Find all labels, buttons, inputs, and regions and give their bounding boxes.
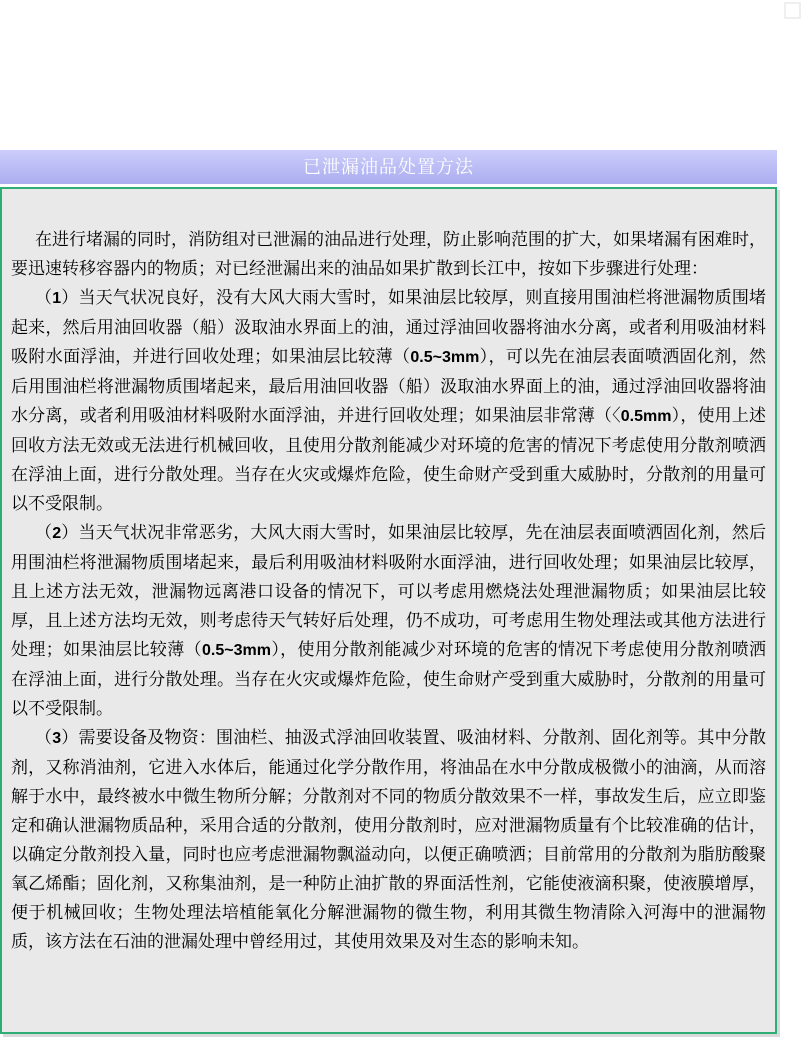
- bold-text-segment: 3: [52, 730, 62, 747]
- bold-text-segment: 1: [52, 290, 62, 307]
- document-panel: [0, 187, 777, 1034]
- bold-text-segment: 0.5~3mm: [202, 642, 271, 659]
- text-segment: ）需要设备及物资：围油栏、抽汲式浮油回收装置、吸油材料、分散剂、固化剂等。其中分散剂，又称消油剂，它进入水体后，能通过化学分散作用，将油品在水中分散成极微小的油滴，从而溶解于水中，最终被水中微生物所分解；分散剂对不同的物质分散效果不一样，事故发生后，应立即鉴定和确认泄漏物质品种，采用合适的分散剂，使用分散剂时，应对泄漏物质量有个比较准确的估计，以确定分散剂投入量，同时也应考虑泄漏物飘溢动向，以便正确喷洒；目前常用的分散剂为脂肪酸聚氧乙烯酯；固化剂，又称集油剂，是一种防止油扩散的界面活性剂，它能使液滴积聚，使液膜增厚，便于机械回收；生物处理法培植能氧化分解泄漏物的微生物，利用其微生物清除入河海中的泄漏物质，该方法在石油的泄漏处理中曾经用过，其使用效果及对生态的影响未知。: [11, 728, 767, 951]
- bold-text-segment: 0.5mm: [620, 408, 672, 425]
- text-segment: ），使用上述回收方法无效或无法进行机械回收，且使用分散剂能减少对环境的危害的情况下考虑使用分散剂喷洒在浮油上面，进行分散处理。当存在火灾或爆炸危险，使生命财产受到重大威胁时，分散剂的用量可以不受限制。: [11, 406, 767, 513]
- text-segment: （: [35, 523, 53, 542]
- paragraph: [11, 723, 766, 956]
- paragraph: [11, 283, 766, 518]
- text-segment: ），可以先在油层表面喷洒固化剂，然后用围油栏将泄漏物质围堵起来，最后用油回收器（船）汲取油水界面上的油，通过浮油回收器将油水分离，或者利用吸油材料吸附水面浮油，并进行回收处理；如果油层非常薄（〈: [11, 347, 767, 425]
- text-segment: ）当天气状况良好，没有大风大雨大雪时，如果油层比较厚，则直接用围油栏将泄漏物质围堵起来，然后用油回收器（船）汲取油水界面上的油，通过浮油回收器将油水分离，或者利用吸油材料吸附水面浮油，并进行回收处理；如果油层比较薄（: [11, 288, 767, 366]
- article-body: [11, 225, 766, 956]
- text-segment: 在进行堵漏的同时，消防组对已泄漏的油品进行处理，防止影响范围的扩大，如果堵漏有困难时，要迅速转移容器内的物质；对已经泄漏出来的油品如果扩散到长江中，按如下步骤进行处理：: [11, 230, 766, 278]
- text-segment: （: [35, 728, 53, 747]
- paragraph: [11, 225, 766, 283]
- paragraph: [11, 518, 766, 723]
- placeholder-square-icon: [784, 2, 801, 19]
- page-title: 已泄漏油品处置方法: [303, 157, 474, 177]
- document: [0, 150, 777, 1034]
- bold-text-segment: 0.5~3mm: [410, 349, 480, 366]
- text-segment: ）当天气状况非常恶劣，大风大雨大雪时，如果油层比较厚，先在油层表面喷洒固化剂，然后用围油栏将泄漏物质围堵起来，最后利用吸油材料吸附水面浮油，进行回收处理；如果油层比较厚，且上述方法无效，泄漏物远离港口设备的情况下，可以考虑用燃烧法处理泄漏物质；如果油层比较厚，且上述方法均无效，则考虑待天气转好后处理，仍不成功，可考虑用生物处理法或其他方法进行处理；如果油层比较薄（: [11, 523, 767, 659]
- text-segment: （: [35, 288, 53, 307]
- text-segment: ），使用分散剂能减少对环境的危害的情况下考虑使用分散剂喷洒在浮油上面，进行分散处理。当存在火灾或爆炸危险，使生命财产受到重大威胁时，分散剂的用量可以不受限制。: [11, 640, 767, 718]
- bold-text-segment: 2: [52, 525, 62, 542]
- document-title-bar: [0, 150, 777, 184]
